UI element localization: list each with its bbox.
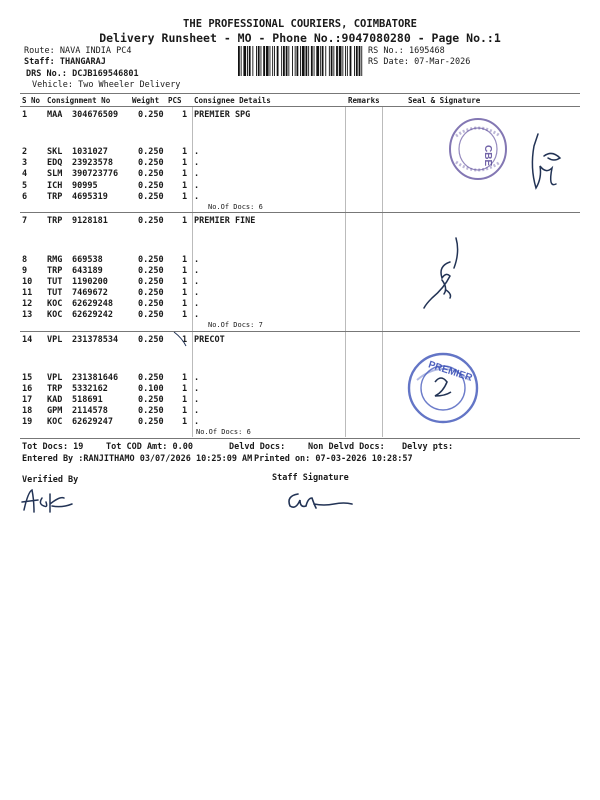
col-divider — [192, 107, 193, 437]
tot-docs: Tot Docs: 19 — [22, 442, 84, 452]
barcode-bar — [331, 46, 333, 76]
row-pcs: 1 — [182, 299, 188, 309]
group-divider — [20, 212, 580, 213]
col-consignee: Consignee Details — [194, 96, 271, 105]
cbe-stamp — [446, 116, 510, 182]
row-consignment-no: 518691 — [72, 395, 103, 405]
row-weight: 0.250 — [138, 192, 164, 202]
rs-date-label: RS Date: — [368, 57, 409, 67]
row-weight: 0.250 — [138, 255, 164, 265]
row-consignment-no: 5332162 — [72, 384, 108, 394]
barcode-bar — [300, 46, 301, 76]
row-consignee: . — [194, 181, 200, 191]
row-consignment-no: 2114578 — [72, 406, 108, 416]
barcode-bar — [238, 46, 240, 76]
rs-no-value: 1695468 — [408, 46, 445, 56]
vehicle-value: Two Wheeler Delivery — [78, 80, 181, 90]
barcode-bar — [288, 46, 289, 76]
barcode-bar — [286, 46, 288, 76]
row-weight: 0.250 — [138, 110, 164, 120]
barcode-bar — [247, 46, 248, 76]
row-sno: 16 — [22, 384, 33, 394]
row-consignee: . — [194, 169, 200, 179]
row-weight: 0.250 — [138, 406, 164, 416]
row-pcs: 1 — [182, 110, 188, 120]
row-consignment-no: 7469672 — [72, 288, 108, 298]
runsheet-title: Delivery Runsheet - MO - Phone No.:9047080280 - Page No.:1 — [99, 31, 501, 45]
row-weight: 0.250 — [138, 266, 164, 276]
barcode-bar — [252, 46, 253, 76]
barcode-bar — [311, 46, 313, 76]
header-bottom-rule — [20, 106, 580, 107]
row-sno: 8 — [22, 255, 28, 265]
row-consignee: . — [194, 373, 200, 383]
barcode-bar — [258, 46, 260, 76]
barcode-bar — [325, 46, 326, 76]
row-consignee: PREMIER SPG — [194, 110, 251, 120]
row-sno: 17 — [22, 395, 33, 405]
group-divider — [20, 438, 580, 439]
barcode-bar — [256, 46, 257, 76]
rs-date-value: 07-Mar-2026 — [414, 57, 471, 67]
row-weight: 0.250 — [138, 288, 164, 298]
row-sno: 15 — [22, 373, 33, 383]
col-consignment: Consignment No — [47, 96, 111, 105]
row-pcs: 1 — [182, 335, 188, 345]
barcode-bar — [347, 46, 348, 76]
staff-value: THANGARAJ — [59, 57, 106, 67]
row-sno: 12 — [22, 299, 33, 309]
row-origin: SKL — [47, 147, 63, 157]
route-line — [24, 46, 132, 56]
row-pcs: 1 — [182, 266, 188, 276]
row-consignee: . — [194, 255, 200, 265]
company-name: THE PROFESSIONAL COURIERS, COIMBATORE — [183, 18, 417, 30]
barcode-bar — [308, 46, 309, 76]
row-origin: TRP — [47, 192, 63, 202]
staff-signature-label: Staff Signature — [272, 473, 349, 483]
vehicle-line — [32, 80, 180, 90]
staff-line — [24, 57, 106, 67]
row-consignee: PREMIER FINE — [194, 216, 256, 226]
barcode-bar — [266, 46, 269, 76]
row-pcs: 1 — [182, 169, 188, 179]
row-pcs: 1 — [182, 192, 188, 202]
row-consignment-no: 390723776 — [72, 169, 119, 179]
row-sno: 3 — [22, 158, 28, 168]
row-origin: TUT — [47, 277, 63, 287]
row-consignee: . — [194, 310, 200, 320]
printed-on: Printed on: 07-03-2026 10:28:57 — [254, 454, 413, 464]
row-consignment-no: 304676509 — [72, 110, 119, 120]
row-weight: 0.250 — [138, 299, 164, 309]
row-origin: VPL — [47, 335, 63, 345]
row-pcs: 1 — [182, 277, 188, 287]
cbe-stamp-text: CBE — [482, 145, 493, 167]
barcode-bar — [263, 46, 265, 76]
row-pcs: 1 — [182, 158, 188, 168]
row-consignment-no: 231381646 — [72, 373, 119, 383]
barcode-bar — [356, 46, 358, 76]
barcode-bar — [345, 46, 346, 76]
row-pcs: 1 — [182, 406, 188, 416]
row-sno: 6 — [22, 192, 28, 202]
col-pcs: PCS — [168, 96, 182, 105]
row-consignee: . — [194, 406, 200, 416]
barcode-bar — [354, 46, 355, 76]
row-origin: KOC — [47, 299, 63, 309]
row-consignee: . — [194, 395, 200, 405]
barcode-bar — [342, 46, 343, 76]
staff-signature — [284, 484, 354, 514]
row-consignee: PRECOT — [194, 335, 225, 345]
barcode-bar — [277, 46, 279, 76]
entered-by: Entered By :RANJITHAMO 03/07/2026 10:25:09 AM — [22, 454, 253, 464]
col-divider — [382, 107, 383, 437]
row-sno: 18 — [22, 406, 33, 416]
row-sno: 7 — [22, 216, 28, 226]
barcode-bar — [272, 46, 273, 76]
route-value: NAVA INDIA PC4 — [59, 46, 132, 56]
row-sno: 10 — [22, 277, 33, 287]
row-origin: TRP — [47, 384, 63, 394]
barcode-bar — [333, 46, 334, 76]
row-consignment-no: 643189 — [72, 266, 103, 276]
barcode-bar — [302, 46, 305, 76]
row-consignment-no: 1031027 — [72, 147, 108, 157]
row-weight: 0.250 — [138, 310, 164, 320]
row-consignee: . — [194, 147, 200, 157]
row-origin: GPM — [47, 406, 63, 416]
no-of-docs: No.Of Docs: 6 — [208, 203, 263, 211]
route-label: Route: — [24, 46, 55, 56]
row-consignment-no: 231378534 — [72, 335, 119, 345]
barcode-bar — [350, 46, 352, 76]
barcode-bar — [322, 46, 324, 76]
row-consignee: . — [194, 288, 200, 298]
non-delvd-docs: Non Delvd Docs: — [308, 442, 385, 452]
row-weight: 0.100 — [138, 384, 164, 394]
row-origin: TUT — [47, 288, 63, 298]
delvd-docs: Delvd Docs: — [229, 442, 286, 452]
row-origin: KAD — [47, 395, 63, 405]
rs-date-line — [368, 57, 470, 67]
barcode-bar — [281, 46, 282, 76]
premier-stamp — [405, 352, 481, 424]
row-consignment-no: 23923578 — [72, 158, 113, 168]
row-consignment-no: 62629242 — [72, 310, 113, 320]
row-origin: ICH — [47, 181, 63, 191]
barcode-bar — [329, 46, 330, 76]
row-consignment-no: 90995 — [72, 181, 98, 191]
row-origin: KOC — [47, 310, 63, 320]
row-weight: 0.250 — [138, 147, 164, 157]
row-sno: 19 — [22, 417, 33, 427]
barcode-bar — [320, 46, 321, 76]
row-origin: VPL — [47, 373, 63, 383]
verified-by-label: Verified By — [22, 475, 79, 485]
pen-tick-icon — [172, 328, 192, 350]
row-pcs: 1 — [182, 395, 188, 405]
barcode-bar — [297, 46, 299, 76]
header-top-rule — [20, 93, 580, 94]
barcode-bar — [283, 46, 285, 76]
delvy-pts: Delvy pts: — [402, 442, 454, 452]
row-origin: SLM — [47, 169, 63, 179]
row-weight: 0.250 — [138, 395, 164, 405]
row-consignee: . — [194, 277, 200, 287]
row-weight: 0.250 — [138, 181, 164, 191]
row-consignment-no: 9128181 — [72, 216, 108, 226]
tot-cod-amt: Tot COD Amt: 0.00 — [106, 442, 193, 452]
row-consignee: . — [194, 417, 200, 427]
row-consignee: . — [194, 299, 200, 309]
barcode-bar — [339, 46, 342, 76]
verified-signature — [20, 486, 76, 516]
row-weight: 0.250 — [138, 417, 164, 427]
rs-no-line — [368, 46, 445, 56]
barcode-bar — [314, 46, 315, 76]
consignee-signature — [520, 128, 566, 200]
row-consignee: . — [194, 266, 200, 276]
col-divider — [345, 107, 346, 437]
consignee-signature — [420, 232, 470, 312]
barcode-bar — [241, 46, 242, 76]
row-weight: 0.250 — [138, 158, 164, 168]
group-divider — [20, 331, 580, 332]
barcode-bar — [243, 46, 246, 76]
row-origin: EDQ — [47, 158, 63, 168]
barcode-bar — [270, 46, 271, 76]
row-pcs: 1 — [182, 384, 188, 394]
row-weight: 0.250 — [138, 216, 164, 226]
col-remarks: Remarks — [348, 96, 380, 105]
row-consignee: . — [194, 158, 200, 168]
no-of-docs: No.Of Docs: 6 — [196, 428, 251, 436]
row-sno: 2 — [22, 147, 28, 157]
row-pcs: 1 — [182, 216, 188, 226]
row-sno: 4 — [22, 169, 28, 179]
barcode-bar — [306, 46, 308, 76]
drs-label: DRS No.: — [26, 69, 67, 79]
row-consignee: . — [194, 192, 200, 202]
barcode-bar — [295, 46, 296, 76]
row-origin: MAA — [47, 110, 63, 120]
row-consignment-no: 669538 — [72, 255, 103, 265]
row-pcs: 1 — [182, 288, 188, 298]
barcode-bar — [292, 46, 293, 76]
row-weight: 0.250 — [138, 169, 164, 179]
row-pcs: 1 — [182, 147, 188, 157]
row-consignment-no: 62629247 — [72, 417, 113, 427]
row-sno: 5 — [22, 181, 28, 191]
row-sno: 13 — [22, 310, 33, 320]
drs-value: DCJB169546801 — [72, 69, 139, 79]
barcode-bar — [336, 46, 338, 76]
barcode-bar — [359, 46, 361, 76]
row-pcs: 1 — [182, 373, 188, 383]
row-weight: 0.250 — [138, 373, 164, 383]
row-origin: TRP — [47, 266, 63, 276]
col-sno: S No — [22, 96, 41, 105]
barcode-bar — [361, 46, 362, 76]
row-pcs: 1 — [182, 181, 188, 191]
row-sno: 1 — [22, 110, 28, 120]
row-pcs: 1 — [182, 417, 188, 427]
row-weight: 0.250 — [138, 335, 164, 345]
row-weight: 0.250 — [138, 277, 164, 287]
barcode-bar — [316, 46, 319, 76]
vehicle-label: Vehicle: — [32, 80, 73, 90]
barcode-bar — [274, 46, 275, 76]
barcode — [238, 46, 364, 76]
col-weight: Weight — [132, 96, 160, 105]
barcode-bar — [249, 46, 251, 76]
row-origin: RMG — [47, 255, 63, 265]
barcode-bar — [261, 46, 262, 76]
row-consignment-no: 1190200 — [72, 277, 108, 287]
col-seal: Seal & Signature — [408, 96, 481, 105]
row-origin: TRP — [47, 216, 63, 226]
drs-line — [26, 69, 139, 79]
row-sno: 9 — [22, 266, 28, 276]
row-consignee: . — [194, 384, 200, 394]
no-of-docs: No.Of Docs: 7 — [208, 321, 263, 329]
staff-label: Staff: — [24, 57, 55, 67]
row-sno: 14 — [22, 335, 33, 345]
row-pcs: 1 — [182, 255, 188, 265]
rs-no-label: RS No.: — [368, 46, 404, 56]
row-pcs: 1 — [182, 310, 188, 320]
premier-stamp-text: PREMIER — [426, 359, 474, 384]
row-sno: 11 — [22, 288, 33, 298]
row-origin: KOC — [47, 417, 63, 427]
row-consignment-no: 62629248 — [72, 299, 113, 309]
row-consignment-no: 4695319 — [72, 192, 108, 202]
